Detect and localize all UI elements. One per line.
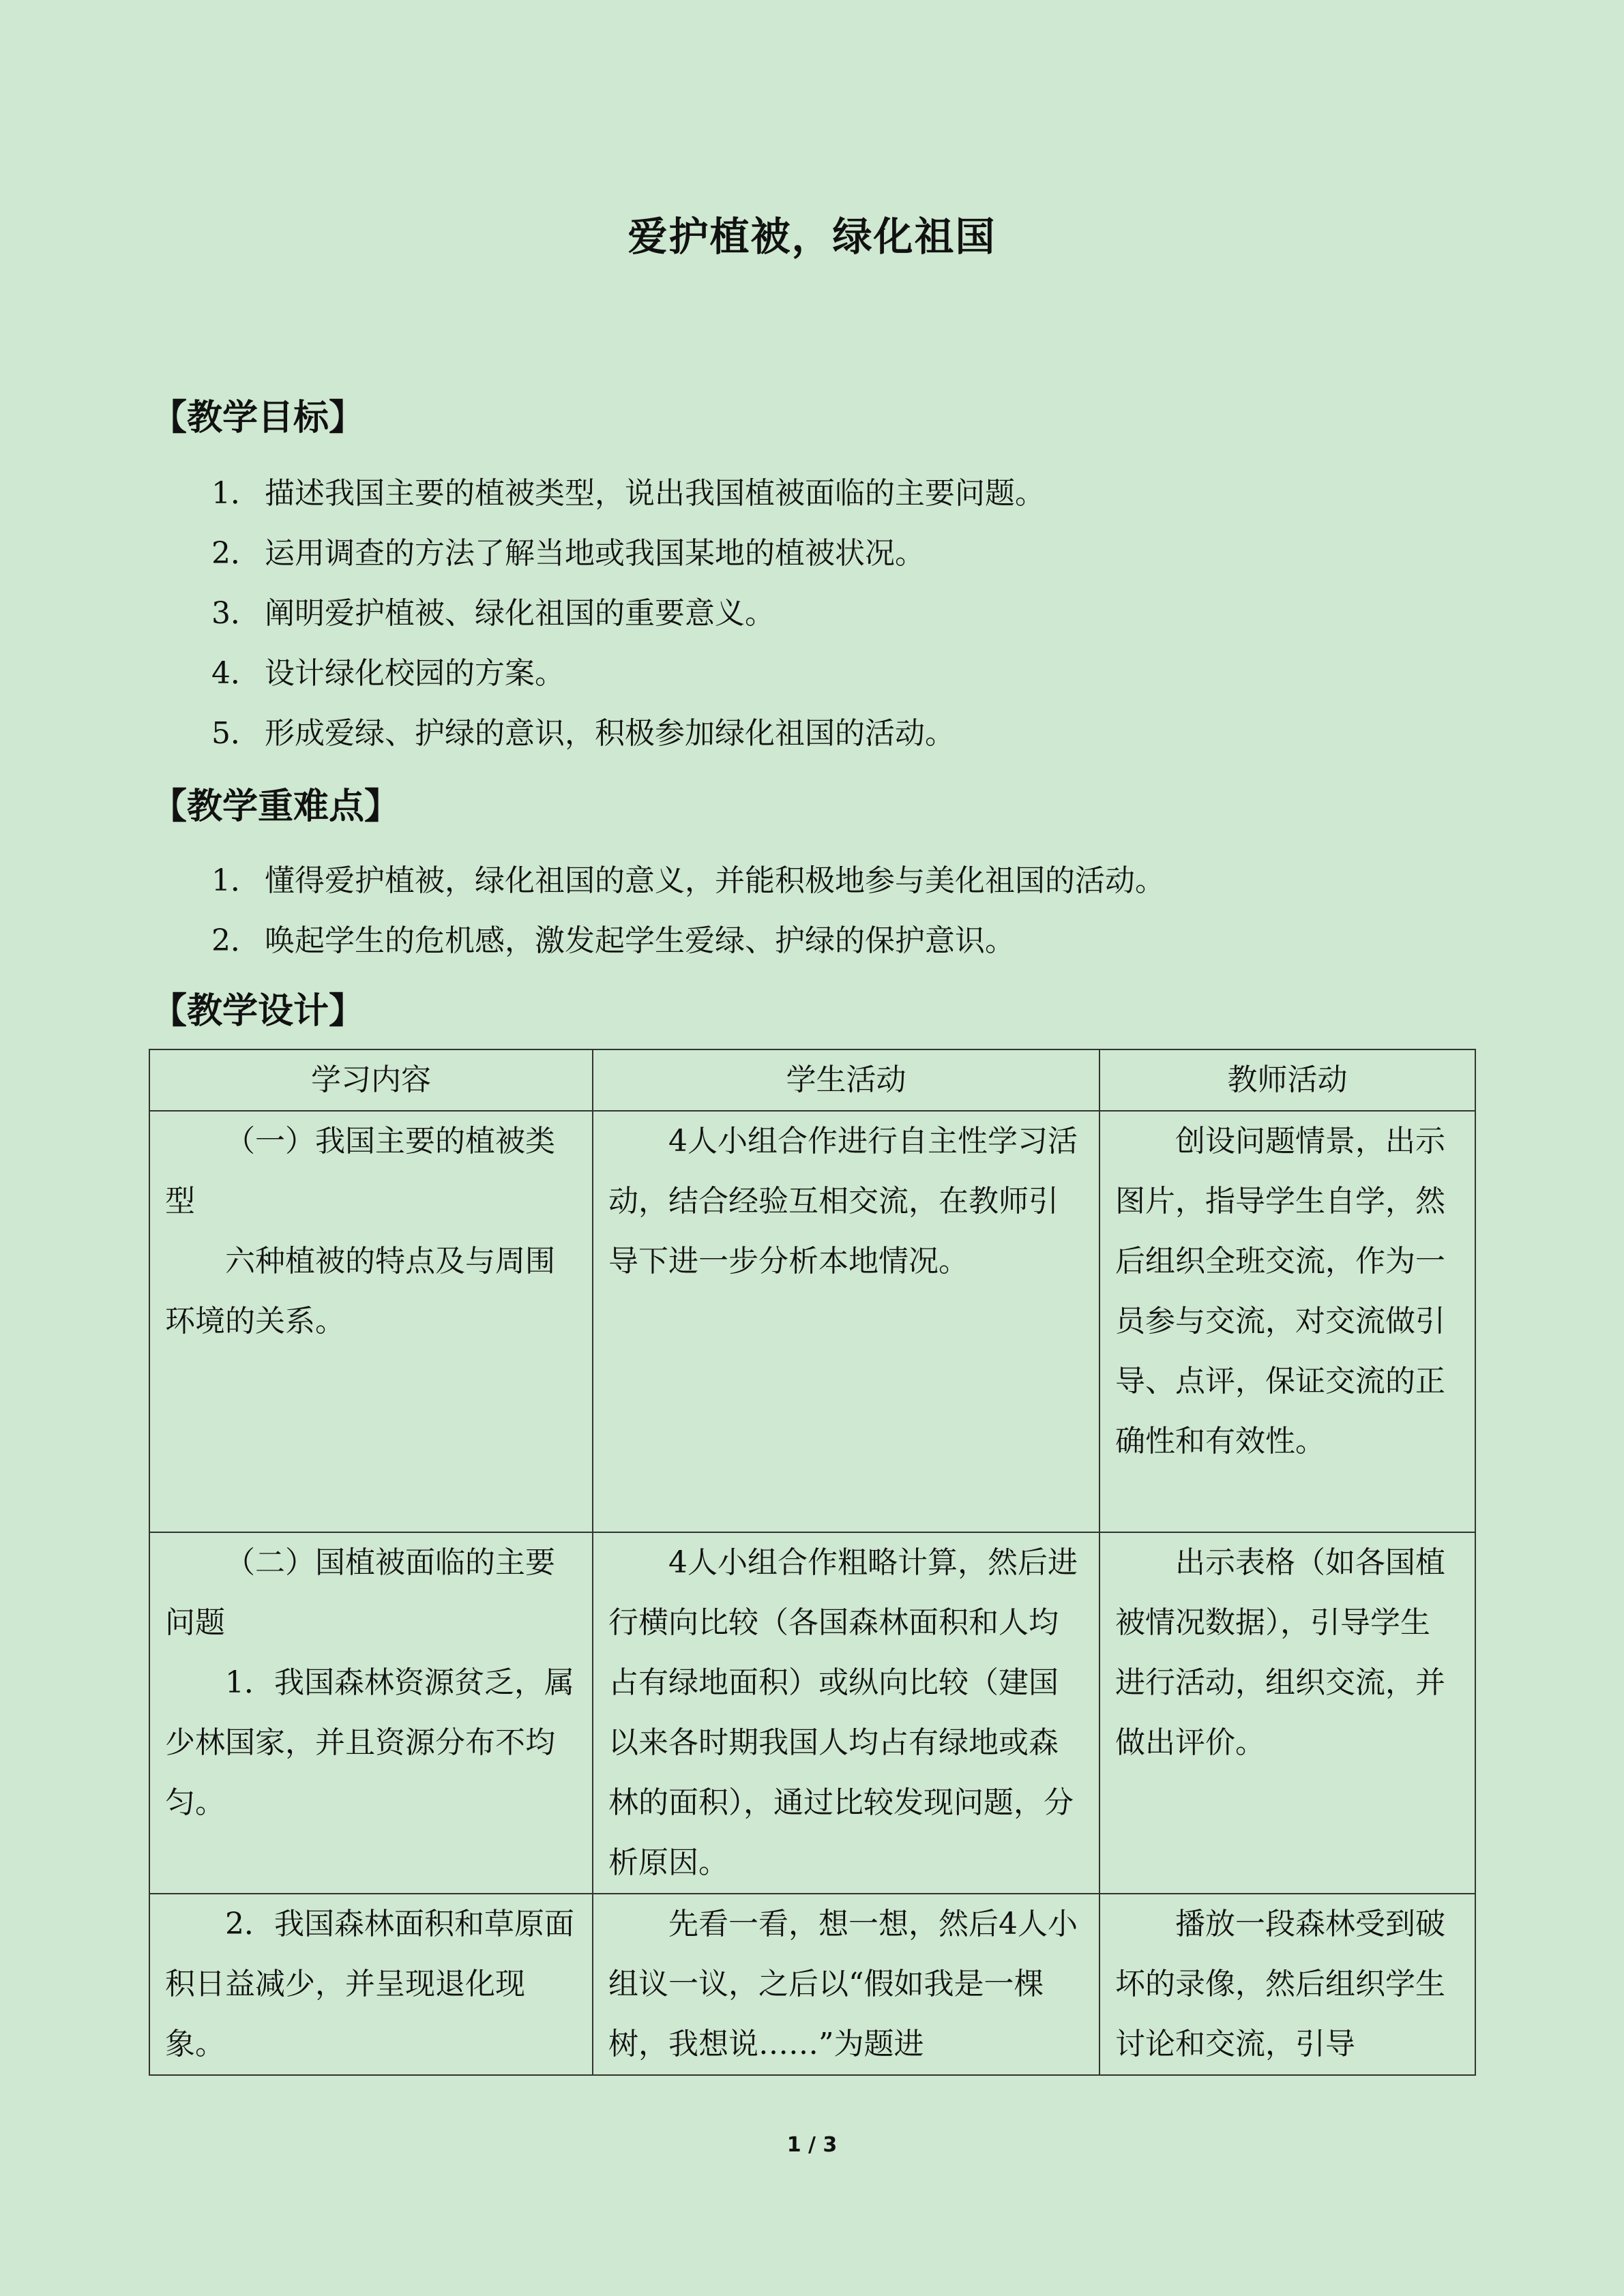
list-item: 3． 阐明爱护植被、绿化祖国的重要意义。 xyxy=(211,596,775,631)
table-row xyxy=(149,1894,1475,2075)
student-cell: 4人小组合作粗略计算，然后进行横向比较（各国森林面积和人均占有绿地面积）或纵向比较（建国以来各时期我国人均占有绿地或森林的面积），通过比较发现问题，分析原因。 xyxy=(593,1532,1099,1894)
page-title: 爱护植被，绿化祖国 xyxy=(628,213,996,260)
content-cell: （一）我国主要的植被类型 六种植被的特点及与周围环境的关系。 xyxy=(149,1111,593,1532)
student-cell: 先看一看，想一想，然后4人小组议一议，之后以“假如我是一棵树，我想说……”为题进 xyxy=(593,1894,1099,2075)
list-item: 5． 形成爱绿、护绿的意识，积极参加绿化祖国的活动。 xyxy=(211,716,955,751)
student-cell: 4人小组合作进行自主性学习活动，结合经验互相交流，在教师引导下进一步分析本地情况。 xyxy=(593,1111,1099,1532)
column-header-student: 学生活动 xyxy=(593,1049,1099,1111)
teacher-cell: 播放一段森林受到破坏的录像，然后组织学生讨论和交流，引导 xyxy=(1099,1894,1475,2075)
teacher-cell: 出示表格（如各国植被情况数据），引导学生进行活动，组织交流，并做出评价。 xyxy=(1099,1532,1475,1894)
objectives-heading: 【教学目标】 xyxy=(151,398,365,438)
key-points-heading: 【教学重难点】 xyxy=(151,786,400,827)
list-item: 2． 唤起学生的危机感，激发起学生爱绿、护绿的保护意识。 xyxy=(211,923,1015,958)
content-cell: （二）国植被面临的主要问题 1．我国森林资源贫乏，属少林国家，并且资源分布不均匀。 xyxy=(149,1532,593,1894)
table-header-row xyxy=(149,1049,1475,1111)
list-item: 2． 运用调查的方法了解当地或我国某地的植被状况。 xyxy=(211,536,925,571)
content-cell: 2．我国森林面积和草原面积日益减少，并呈现退化现象。 xyxy=(149,1894,593,2075)
list-item: 1． 描述我国主要的植被类型，说出我国植被面临的主要问题。 xyxy=(211,476,1045,511)
list-item: 1． 懂得爱护植被，绿化祖国的意义，并能积极地参与美化祖国的活动。 xyxy=(211,863,1165,898)
list-item: 4． 设计绿化校园的方案。 xyxy=(211,656,565,691)
column-header-teacher: 教师活动 xyxy=(1099,1049,1475,1111)
page-number: 1 / 3 xyxy=(786,2133,838,2157)
teacher-cell: 创设问题情景，出示图片，指导学生自学，然后组织全班交流，作为一员参与交流，对交流做引导、点评，保证交流的正确性和有效性。 xyxy=(1099,1111,1475,1532)
table-row xyxy=(149,1111,1475,1532)
table-row xyxy=(149,1532,1475,1894)
objectives-list xyxy=(211,464,1045,764)
column-header-content: 学习内容 xyxy=(149,1049,593,1111)
teaching-design-table xyxy=(149,1049,1476,2076)
design-heading: 【教学设计】 xyxy=(151,991,365,1032)
key-points-list xyxy=(211,851,1165,971)
